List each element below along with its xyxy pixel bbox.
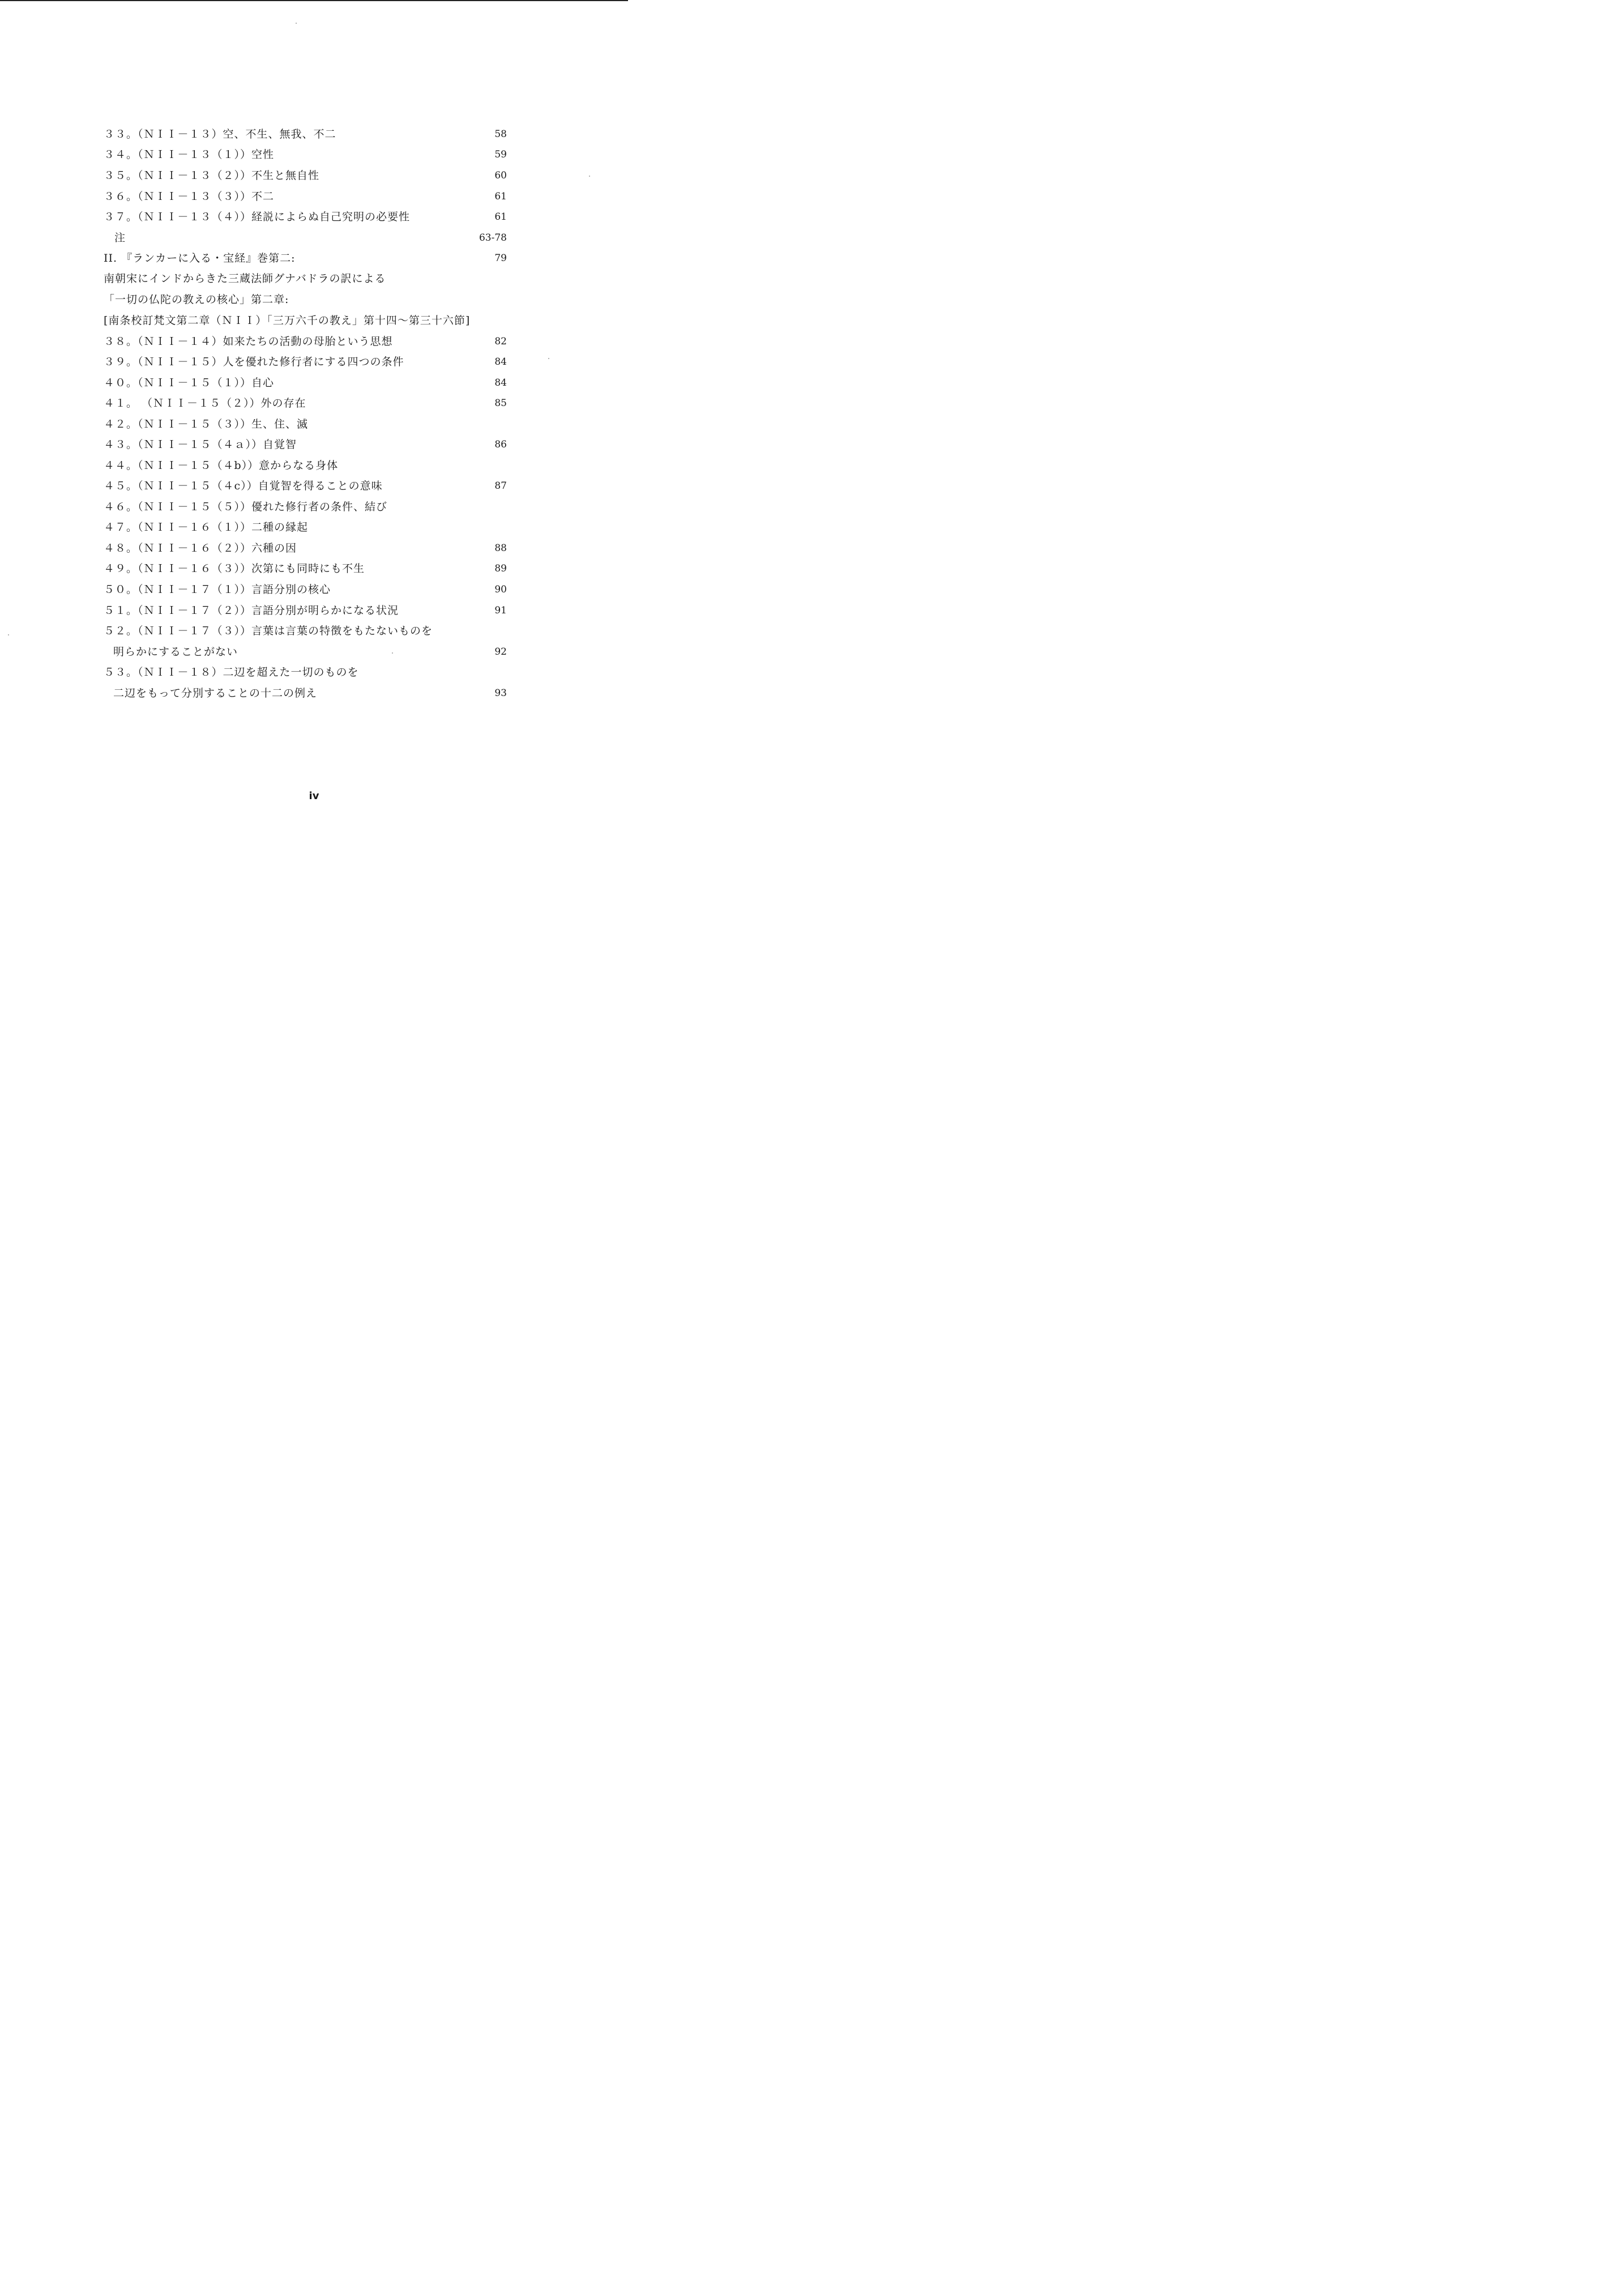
toc-entry bbox=[0, 538, 628, 558]
toc-entry bbox=[0, 207, 628, 227]
toc-entry bbox=[0, 455, 628, 476]
entry-page: 84 bbox=[494, 377, 507, 389]
entry-title: [南条校訂梵文第二章（ＮＩＩ）「三万六千の教え」第十四～第三十六節] bbox=[104, 314, 471, 327]
toc-entry bbox=[0, 144, 628, 165]
entry-page: 86 bbox=[494, 439, 507, 450]
entry-title: ４９。（ＮＩＩ－１６（３））次第にも同時にも不生 bbox=[104, 562, 365, 575]
entry-title: ４７。（ＮＩＩ－１６（１））二種の縁起 bbox=[104, 521, 309, 534]
toc-section-heading bbox=[0, 248, 628, 268]
toc-entry bbox=[0, 662, 628, 682]
entry-title: ４０。（ＮＩＩ－１５（１））自心 bbox=[104, 377, 275, 389]
entry-page: 93 bbox=[494, 688, 507, 699]
entry-title: ３４。（ＮＩＩ－１３（１））空性 bbox=[104, 148, 275, 161]
toc-entry bbox=[0, 497, 628, 517]
entry-title: ４２。（ＮＩＩ－１５（３））生、住、滅 bbox=[104, 418, 309, 430]
entry-title: ５３。（ＮＩＩ－１８）二辺を超えた一切のものを bbox=[104, 666, 359, 678]
entry-title: ３６。（ＮＩＩ－１３（３））不二 bbox=[104, 190, 275, 203]
toc-entry bbox=[0, 476, 628, 496]
entry-page: 84 bbox=[494, 356, 507, 368]
page-number: iv bbox=[309, 790, 319, 802]
entry-page: 61 bbox=[494, 191, 507, 202]
toc-section-subheading bbox=[0, 310, 628, 331]
entry-title: ５２。（ＮＩＩ－１７（３））言葉は言葉の特徴をもたないものを bbox=[104, 625, 433, 637]
entry-page: 89 bbox=[494, 563, 507, 574]
entry-title: II. 『ランカーに入る・宝経』巻第二: bbox=[104, 252, 296, 264]
entry-title: ３９。（ＮＩＩ－１５）人を優れた修行者にする四つの条件 bbox=[104, 356, 404, 368]
entry-page: 85 bbox=[494, 398, 507, 409]
entry-title: 二辺をもって分別することの十二の例え bbox=[113, 687, 318, 699]
entry-page: 79 bbox=[494, 253, 507, 264]
toc-entry bbox=[0, 434, 628, 455]
entry-title: ４１。 （ＮＩＩ－１５（２））外の存在 bbox=[104, 397, 306, 409]
toc-section-subheading bbox=[0, 268, 628, 289]
entry-page: 58 bbox=[494, 129, 507, 140]
entry-title: ３３。（ＮＩＩ－１３）空、不生、無我、不二 bbox=[104, 128, 336, 140]
toc-entry bbox=[0, 331, 628, 352]
entry-page: 92 bbox=[494, 646, 507, 658]
toc-entry bbox=[0, 579, 628, 600]
table-of-contents bbox=[0, 0, 628, 888]
toc-entry bbox=[0, 186, 628, 207]
toc-entry bbox=[0, 373, 628, 393]
toc-entry bbox=[0, 393, 628, 413]
toc-entry bbox=[0, 352, 628, 372]
entry-title: ４５。（ＮＩＩ－１５（４c））自覚智を得ることの意味 bbox=[104, 480, 383, 492]
toc-entry-continuation bbox=[0, 642, 628, 662]
entry-page: 91 bbox=[494, 605, 507, 616]
entry-page: 60 bbox=[494, 170, 507, 181]
entry-title: ４６。（ＮＩＩ－１５（５））優れた修行者の条件、結び bbox=[104, 501, 388, 513]
entry-title: 明らかにすることがない bbox=[113, 646, 238, 658]
toc-section-subheading bbox=[0, 289, 628, 310]
entry-title: ５０。（ＮＩＩ－１７（１））言語分別の核心 bbox=[104, 583, 331, 596]
entry-page: 59 bbox=[494, 149, 507, 160]
entry-title: ３７。（ＮＩＩ－１３（４））経説によらぬ自己究明の必要性 bbox=[104, 211, 411, 223]
toc-entry bbox=[0, 165, 628, 186]
toc-entry-notes bbox=[0, 228, 628, 248]
toc-entry bbox=[0, 414, 628, 434]
entry-title: ３８。（ＮＩＩ－１４）如来たちの活動の母胎という思想 bbox=[104, 335, 393, 348]
entry-page: 63-78 bbox=[479, 232, 507, 244]
entry-page: 90 bbox=[494, 584, 507, 595]
entry-title: ３５。（ＮＩＩ－１３（２））不生と無自性 bbox=[104, 169, 320, 182]
toc-entry bbox=[0, 517, 628, 537]
entry-title: ４３。（ＮＩＩ－１５（４ａ））自覚智 bbox=[104, 438, 297, 451]
entry-title: ４８。（ＮＩＩ－１６（２））六種の因 bbox=[104, 542, 297, 554]
toc-entry bbox=[0, 558, 628, 579]
toc-entry bbox=[0, 621, 628, 641]
entry-title: 注 bbox=[114, 232, 126, 244]
entry-page: 82 bbox=[494, 336, 507, 347]
entry-title: ５１。（ＮＩＩ－１７（２））言語分別が明らかになる状況 bbox=[104, 604, 399, 617]
entry-page: 61 bbox=[494, 211, 507, 223]
entry-page: 88 bbox=[494, 543, 507, 554]
toc-entry-continuation bbox=[0, 683, 628, 703]
toc-entry bbox=[0, 600, 628, 621]
entry-title: 「一切の仏陀の教えの核心」第二章: bbox=[104, 293, 289, 306]
toc-entry bbox=[0, 124, 628, 144]
entry-title: 南朝宋にインドからきた三蔵法師グナバドラの訳による bbox=[104, 272, 386, 285]
entry-page: 87 bbox=[494, 480, 507, 492]
entry-title: ４４。（ＮＩＩ－１５（４b））意からなる身体 bbox=[104, 459, 339, 472]
